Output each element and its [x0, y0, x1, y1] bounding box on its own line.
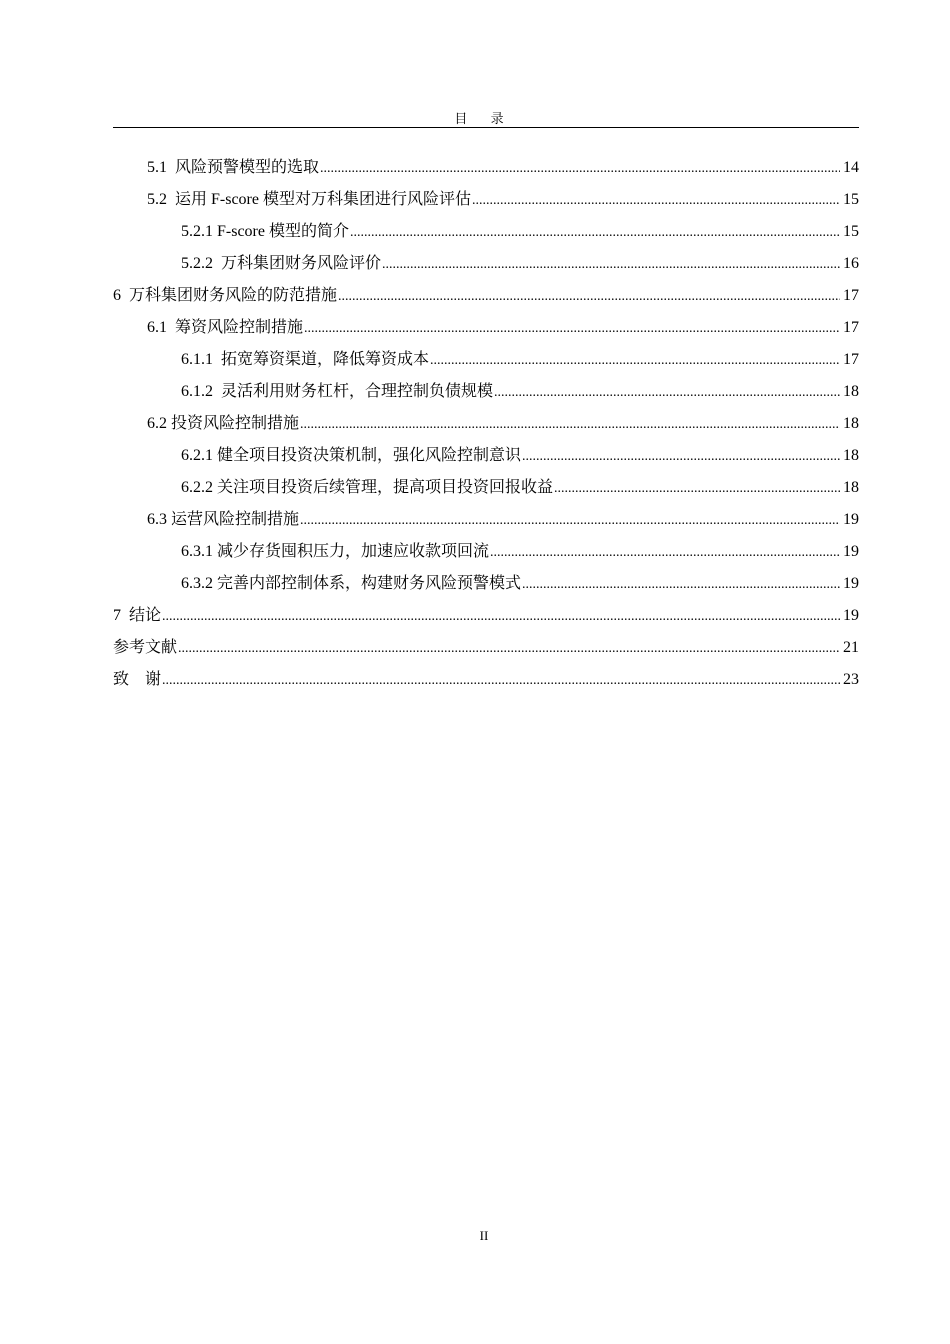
table-of-contents	[113, 155, 859, 699]
dot-leader	[162, 668, 840, 694]
dot-leader	[430, 348, 840, 374]
toc-entry[interactable]	[113, 251, 859, 283]
toc-entry-page: 18	[843, 415, 859, 432]
toc-entry-title: 6.3 运营风险控制措施	[147, 511, 300, 528]
toc-entry-title: 6.1 筹资风险控制措施	[147, 319, 304, 336]
dot-leader	[522, 572, 840, 598]
header-divider	[113, 127, 859, 128]
toc-entry-page: 15	[843, 191, 859, 208]
toc-entry-title: 参考文献	[113, 639, 178, 656]
toc-entry-title: 5.2.1 F-score 模型的简介	[181, 223, 349, 240]
dot-leader	[178, 636, 840, 662]
toc-entry[interactable]	[113, 219, 859, 251]
toc-entry-title: 6.1.1 拓宽筹资渠道，降低筹资成本	[181, 351, 430, 368]
toc-entry-title: 5.2 运用 F-score 模型对万科集团进行风险评估	[147, 191, 471, 208]
toc-entry-page: 14	[843, 159, 859, 176]
toc-entry[interactable]	[113, 603, 859, 635]
toc-entry-page: 19	[843, 607, 859, 624]
toc-entry-page: 19	[843, 511, 859, 528]
toc-entry-title: 6.1.2 灵活利用财务杠杆，合理控制负债规模	[181, 383, 494, 400]
toc-entry-title: 5.1 风险预警模型的选取	[147, 159, 320, 176]
dot-leader	[522, 444, 840, 470]
dot-leader	[382, 252, 840, 278]
page-number: II	[479, 1228, 489, 1243]
toc-entry-title: 6.2.1 健全项目投资决策机制，强化风险控制意识	[181, 447, 522, 464]
toc-entry[interactable]	[113, 411, 859, 443]
dot-leader	[162, 604, 840, 630]
toc-entry-title: 6.3.1 减少存货囤积压力，加速应收款项回流	[181, 543, 490, 560]
toc-entry-title: 5.2.2 万科集团财务风险评价	[181, 255, 382, 272]
toc-entry-page: 15	[843, 223, 859, 240]
dot-leader	[490, 540, 840, 566]
toc-entry[interactable]	[113, 155, 859, 187]
dot-leader	[554, 476, 840, 502]
dot-leader	[350, 220, 840, 246]
toc-entry-title: 7 结论	[113, 607, 162, 624]
toc-entry[interactable]	[113, 539, 859, 571]
toc-entry[interactable]	[113, 443, 859, 475]
dot-leader	[472, 188, 840, 214]
toc-entry-page: 23	[843, 671, 859, 688]
toc-entry[interactable]	[113, 187, 859, 219]
toc-entry-page: 17	[843, 351, 859, 368]
toc-entry[interactable]	[113, 667, 859, 699]
toc-entry-title: 6 万科集团财务风险的防范措施	[113, 287, 338, 304]
dot-leader	[300, 508, 840, 534]
dot-leader	[494, 380, 840, 406]
page-header-title: 目 录	[454, 111, 514, 126]
toc-entry-title: 致 谢	[113, 671, 162, 688]
dot-leader	[320, 156, 840, 182]
toc-entry[interactable]	[113, 571, 859, 603]
toc-entry[interactable]	[113, 475, 859, 507]
toc-entry[interactable]	[113, 315, 859, 347]
dot-leader	[304, 316, 840, 342]
toc-entry-title: 6.2.2 关注项目投资后续管理，提高项目投资回报收益	[181, 479, 554, 496]
toc-entry[interactable]	[113, 507, 859, 539]
toc-entry[interactable]	[113, 283, 859, 315]
toc-entry-page: 18	[843, 479, 859, 496]
toc-entry[interactable]	[113, 347, 859, 379]
dot-leader	[338, 284, 840, 310]
toc-entry-page: 19	[843, 575, 859, 592]
toc-entry-title: 6.3.2 完善内部控制体系，构建财务风险预警模式	[181, 575, 522, 592]
toc-entry[interactable]	[113, 635, 859, 667]
toc-entry-page: 18	[843, 383, 859, 400]
toc-entry-page: 16	[843, 255, 859, 272]
toc-entry-page: 17	[843, 287, 859, 304]
toc-entry-title: 6.2 投资风险控制措施	[147, 415, 300, 432]
toc-entry-page: 21	[843, 639, 859, 656]
toc-entry-page: 17	[843, 319, 859, 336]
toc-entry-page: 19	[843, 543, 859, 560]
dot-leader	[300, 412, 840, 438]
toc-entry-page: 18	[843, 447, 859, 464]
toc-entry[interactable]	[113, 379, 859, 411]
